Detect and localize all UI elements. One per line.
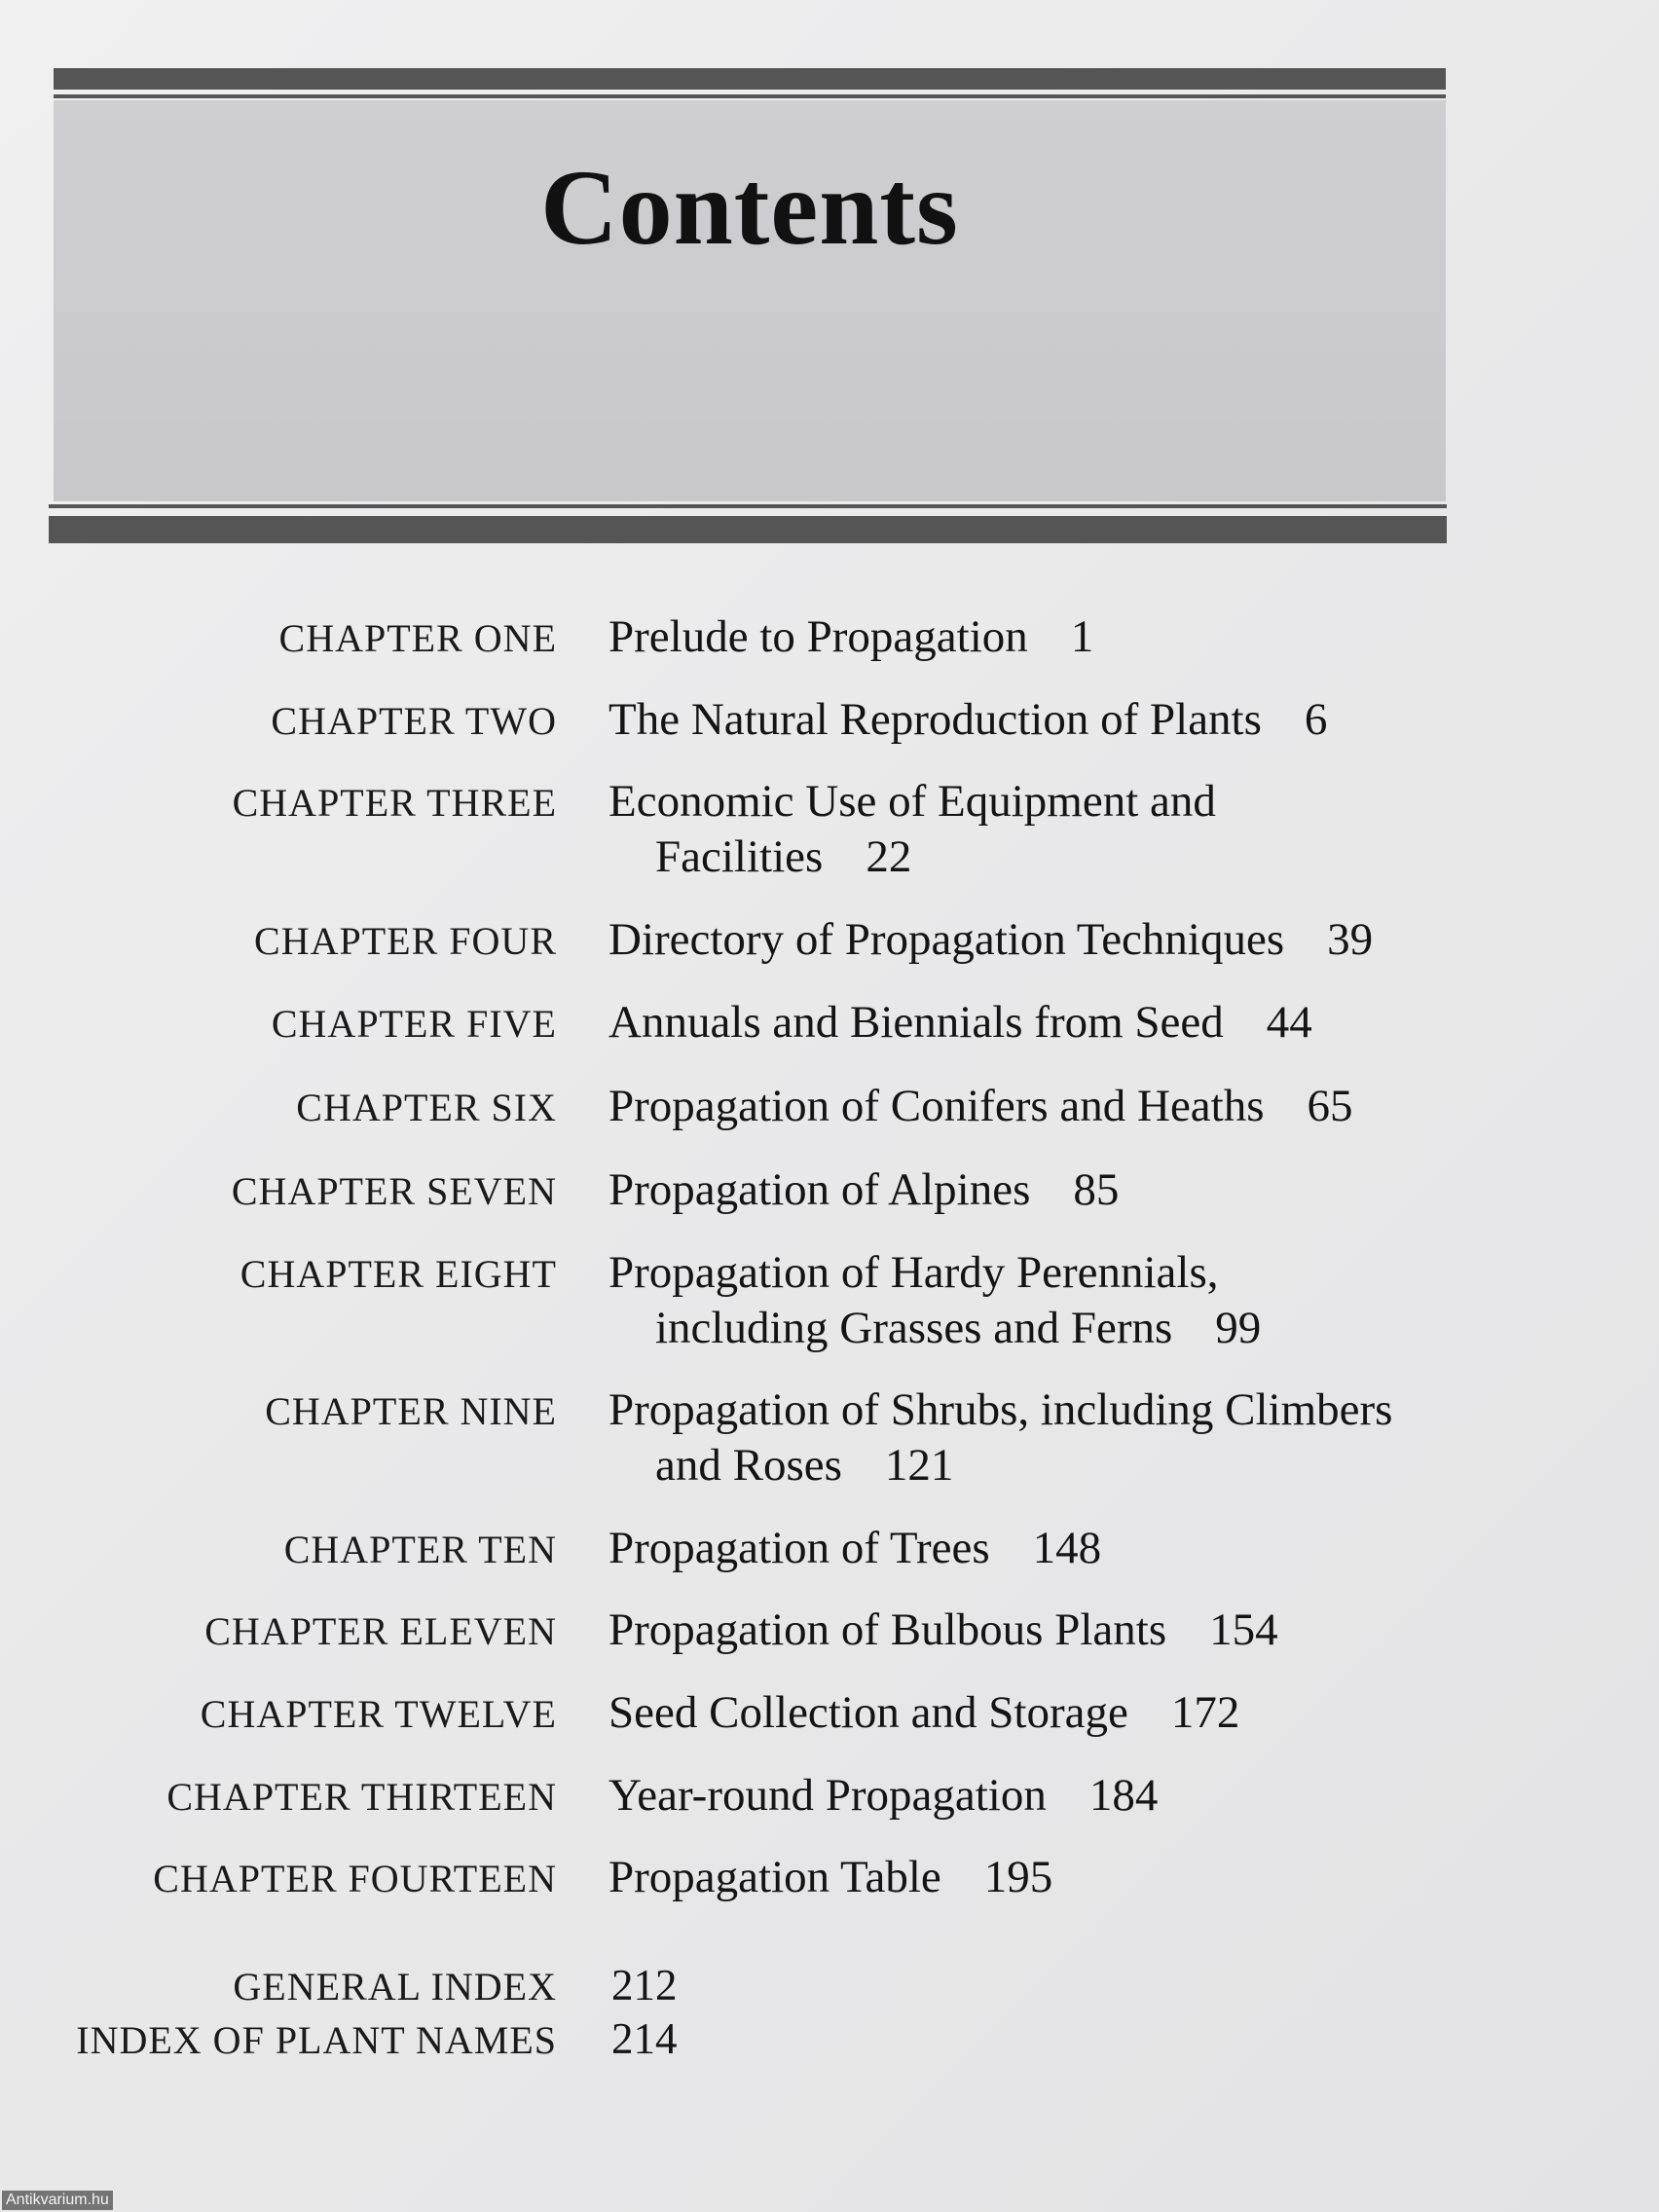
chapter-label: CHAPTER TWO xyxy=(271,699,557,743)
chapter-label: CHAPTER TWELVE xyxy=(200,1692,557,1736)
chapter-entry xyxy=(608,995,1465,1051)
chapter-title-continued: and Roses xyxy=(655,1440,842,1491)
chapter-title: Economic Use of Equipment and xyxy=(608,776,1216,827)
index-label: GENERAL INDEX xyxy=(233,1965,557,2009)
chapter-label: CHAPTER EIGHT xyxy=(240,1252,557,1296)
chapter-label: CHAPTER FOURTEEN xyxy=(153,1857,557,1900)
chapter-entry xyxy=(608,1768,1465,1824)
chapter-title: Annuals and Biennials from Seed xyxy=(608,997,1224,1048)
page-number: 22 xyxy=(866,831,912,882)
chapter-entry xyxy=(608,1162,1465,1218)
chapter-entry xyxy=(608,1382,1465,1493)
chapter-label: CHAPTER THIRTEEN xyxy=(166,1775,557,1819)
chapter-entry xyxy=(608,1079,1465,1134)
page-number: 148 xyxy=(1032,1523,1102,1573)
page-number: 1 xyxy=(1070,611,1094,662)
chapter-entry xyxy=(608,609,1465,665)
chapter-label: CHAPTER ONE xyxy=(278,616,557,660)
page-title: Contents xyxy=(540,148,959,267)
chapter-title: The Natural Reproduction of Plants xyxy=(608,694,1262,745)
chapter-label: CHAPTER FIVE xyxy=(271,1002,557,1046)
chapter-entry xyxy=(608,1685,1465,1741)
chapter-title: Year-round Propagation xyxy=(608,1770,1047,1821)
page-number: 214 xyxy=(611,2014,678,2063)
page-number: 39 xyxy=(1327,914,1374,965)
chapter-entry xyxy=(608,1603,1465,1658)
chapter-title: Propagation of Hardy Perennials, xyxy=(608,1247,1219,1298)
chapter-title-continued: Facilities xyxy=(655,831,824,882)
page-number: 6 xyxy=(1304,694,1328,745)
chapter-label: CHAPTER SEVEN xyxy=(231,1169,557,1213)
page-number: 172 xyxy=(1170,1687,1240,1738)
chapter-label: CHAPTER ELEVEN xyxy=(204,1609,557,1653)
chapter-entry xyxy=(608,1521,1465,1576)
page-number: 65 xyxy=(1307,1081,1353,1131)
chapter-entry xyxy=(608,774,1465,885)
index-label: INDEX OF PLANT NAMES xyxy=(76,2018,557,2062)
chapter-title: Propagation of Bulbous Plants xyxy=(608,1604,1167,1655)
page-number: 154 xyxy=(1209,1604,1278,1655)
chapter-title: Propagation of Alpines xyxy=(608,1164,1031,1215)
chapter-label: CHAPTER SIX xyxy=(296,1086,557,1129)
chapter-title: Propagation of Trees xyxy=(608,1523,990,1573)
chapter-entry xyxy=(608,1850,1465,1905)
chapter-title: Propagation Table xyxy=(608,1852,941,1902)
page-number: 85 xyxy=(1073,1164,1120,1215)
chapter-title: Prelude to Propagation xyxy=(608,611,1028,662)
page-number: 121 xyxy=(884,1440,954,1491)
chapter-title: Propagation of Conifers and Heaths xyxy=(608,1081,1265,1131)
page-number: 99 xyxy=(1215,1303,1262,1353)
chapter-title: Directory of Propagation Techniques xyxy=(608,914,1285,965)
chapter-title: Seed Collection and Storage xyxy=(608,1687,1128,1738)
chapter-entry xyxy=(608,1245,1465,1356)
page-number: 184 xyxy=(1088,1770,1159,1821)
chapter-entry xyxy=(608,912,1465,968)
chapter-title-continued: including Grasses and Ferns xyxy=(655,1303,1173,1353)
chapter-label: CHAPTER NINE xyxy=(265,1389,557,1433)
page-number: 44 xyxy=(1266,997,1312,1048)
watermark-text: Antikvarium.hu xyxy=(2,2191,113,2210)
chapter-entry xyxy=(608,692,1465,748)
page-number: 212 xyxy=(611,1961,678,2009)
page-number: 195 xyxy=(983,1852,1053,1902)
chapter-label: CHAPTER THREE xyxy=(232,781,557,825)
chapter-label: CHAPTER FOUR xyxy=(254,919,557,963)
chapter-label: CHAPTER TEN xyxy=(283,1528,557,1571)
chapter-title: Propagation of Shrubs, including Climbers xyxy=(608,1384,1393,1435)
